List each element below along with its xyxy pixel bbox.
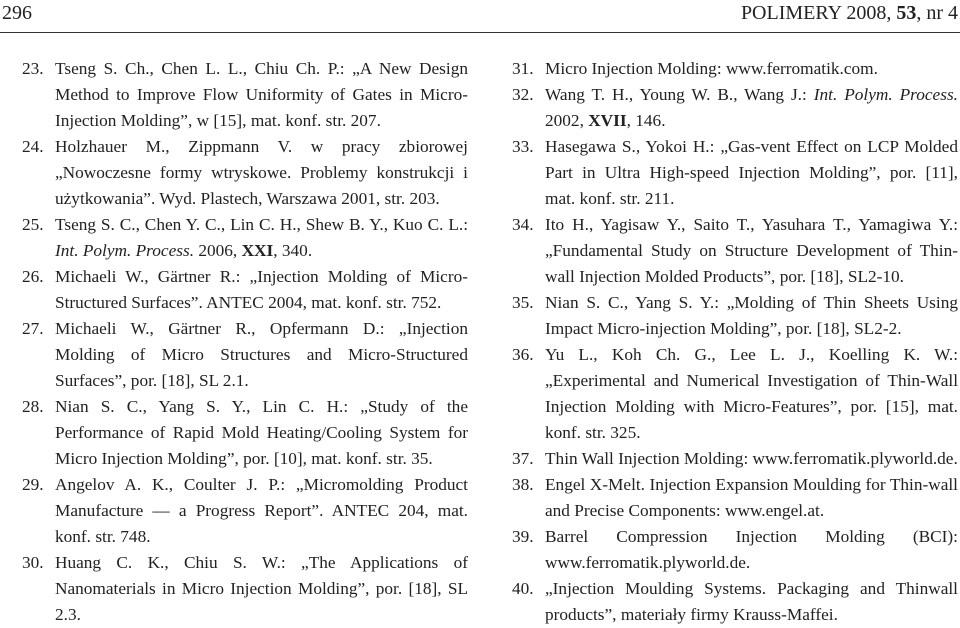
reference-segment: „Injection Moulding Systems. Packaging and Thinwall products”, materiały firmy Krauss-Maffei. <box>545 579 958 624</box>
volume-number: XXI <box>241 241 274 260</box>
reference-number: 30. <box>22 553 44 572</box>
reference-segment: Tseng S. Ch., Chen L. L., Chiu Ch. P.: „A New Design Method to Improve Flow Uniformity of Gates in Micro-Injection Molding”, w [15], mat. konf. str. 207. <box>55 59 468 130</box>
reference-text <box>545 212 958 290</box>
reference-number: 34. <box>512 215 534 234</box>
reference-number: 39. <box>512 527 534 546</box>
reference-item <box>22 56 468 134</box>
reference-segment: 2002, <box>545 111 589 130</box>
reference-text <box>55 394 468 472</box>
reference-segment: Thin Wall Injection Molding: www.ferromatik.plyworld.de. <box>545 449 958 468</box>
reference-number: 38. <box>512 475 534 494</box>
references-right-column <box>512 56 958 628</box>
reference-text <box>545 524 958 576</box>
reference-number: 25. <box>22 215 44 234</box>
references-left-column <box>22 56 468 628</box>
journal-info <box>741 0 958 26</box>
reference-text <box>55 134 468 212</box>
reference-item <box>512 472 958 524</box>
reference-segment: 2006, <box>194 241 242 260</box>
reference-segment: Michaeli W., Gärtner R., Opfermann D.: „Injection Molding of Micro Structures and Micro-Structured Surfaces”, por. [18], SL 2.1. <box>55 319 468 390</box>
reference-segment: Hasegawa S., Yokoi H.: „Gas-vent Effect on LCP Molded Part in Ultra High-speed Injection Molding”, por. [11], mat. konf. str. 211. <box>545 137 958 208</box>
reference-segment: Micro Injection Molding: www.ferromatik.com. <box>545 59 878 78</box>
reference-item <box>512 576 958 628</box>
reference-text <box>55 212 468 264</box>
reference-segment: Yu L., Koh Ch. G., Lee L. J., Koelling K. W.: „Experimental and Numerical Investigation of Thin-Wall Injection Molding with Micro-Features”, por. [15], mat. konf. str. 325. <box>545 345 958 442</box>
reference-item <box>512 446 958 472</box>
reference-item <box>512 342 958 446</box>
reference-number: 32. <box>512 85 534 104</box>
reference-item <box>22 550 468 628</box>
journal-volume: 53 <box>896 2 917 24</box>
reference-item <box>22 212 468 264</box>
reference-text <box>545 82 958 134</box>
reference-segment: Michaeli W., Gärtner R.: „Injection Molding of Micro-Structured Surfaces”. ANTEC 2004, mat. konf. str. 752. <box>55 267 468 312</box>
reference-text <box>545 446 958 472</box>
reference-text <box>55 472 468 550</box>
journal-issue: , nr 4 <box>916 2 958 24</box>
reference-item <box>22 394 468 472</box>
reference-number: 40. <box>512 579 534 598</box>
reference-item <box>512 56 958 82</box>
reference-item <box>512 290 958 342</box>
reference-segment: , 146. <box>626 111 666 130</box>
reference-segment: , 340. <box>273 241 313 260</box>
reference-item <box>512 82 958 134</box>
header-rule <box>0 32 960 33</box>
reference-segment: Barrel Compression Injection Molding (BCI): www.ferromatik.plyworld.de. <box>545 527 958 572</box>
reference-text <box>55 316 468 394</box>
journal-title: Int. Polym. Process. <box>813 85 958 104</box>
reference-segment: Engel X-Melt. Injection Expansion Moulding for Thin-wall and Precise Components: www.engel.at. <box>545 475 958 520</box>
page-header <box>0 0 960 26</box>
reference-item <box>22 316 468 394</box>
reference-number: 37. <box>512 449 534 468</box>
reference-segment: Nian S. C., Yang S. Y., Lin C. H.: „Study of the Performance of Rapid Mold Heating/Cooling System for Micro Injection Molding”, por. [10], mat. konf. str. 35. <box>55 397 468 468</box>
journal-prefix: POLIMERY 2008, <box>740 2 892 24</box>
reference-number: 29. <box>22 475 44 494</box>
reference-item <box>512 212 958 290</box>
reference-text <box>55 264 468 316</box>
reference-number: 33. <box>512 137 534 156</box>
reference-text <box>55 56 468 134</box>
reference-text <box>545 342 958 446</box>
reference-number: 36. <box>512 345 534 364</box>
reference-number: 35. <box>512 293 534 312</box>
reference-text <box>55 550 468 628</box>
reference-number: 31. <box>512 59 534 78</box>
reference-segment: Angelov A. K., Coulter J. P.: „Micromolding Product Manufacture — a Progress Report”. ANTEC 204, mat. konf. str. 748. <box>55 475 468 546</box>
reference-item <box>22 264 468 316</box>
reference-item <box>22 134 468 212</box>
reference-text <box>545 472 958 524</box>
reference-segment: Tseng S. C., Chen Y. C., Lin C. H., Shew B. Y., Kuo C. L.: <box>55 215 468 234</box>
reference-number: 23. <box>22 59 44 78</box>
reference-number: 26. <box>22 267 44 286</box>
reference-item <box>512 134 958 212</box>
reference-text <box>545 134 958 212</box>
page-number: 296 <box>2 2 32 24</box>
journal-title: Int. Polym. Process. <box>55 241 195 260</box>
reference-segment: Wang T. H., Young W. B., Wang J.: <box>545 85 814 104</box>
reference-segment: Huang C. K., Chiu S. W.: „The Applications of Nanomaterials in Micro Injection Molding”, por. [18], SL 2.3. <box>55 553 468 624</box>
reference-text <box>545 290 958 342</box>
reference-segment: Holzhauer M., Zippmann V. w pracy zbiorowej „Nowoczesne formy wtryskowe. Problemy konstrukcji i użytkowania”. Wyd. Plastech, Warszawa 2001, str. 203. <box>55 137 468 208</box>
reference-item <box>22 472 468 550</box>
reference-number: 24. <box>22 137 44 156</box>
reference-segment: Ito H., Yagisaw Y., Saito T., Yasuhara T., Yamagiwa Y.: „Fundamental Study on Structure Development of Thin-wall Injection Molded Products”, por. [18], SL2-10. <box>545 215 958 286</box>
reference-number: 28. <box>22 397 44 416</box>
volume-number: XVII <box>588 111 627 130</box>
reference-text <box>545 576 958 628</box>
reference-text <box>545 56 958 82</box>
reference-number: 27. <box>22 319 44 338</box>
reference-segment: Nian S. C., Yang S. Y.: „Molding of Thin Sheets Using Impact Micro-injection Molding”, por. [18], SL2-2. <box>545 293 958 338</box>
reference-item <box>512 524 958 576</box>
